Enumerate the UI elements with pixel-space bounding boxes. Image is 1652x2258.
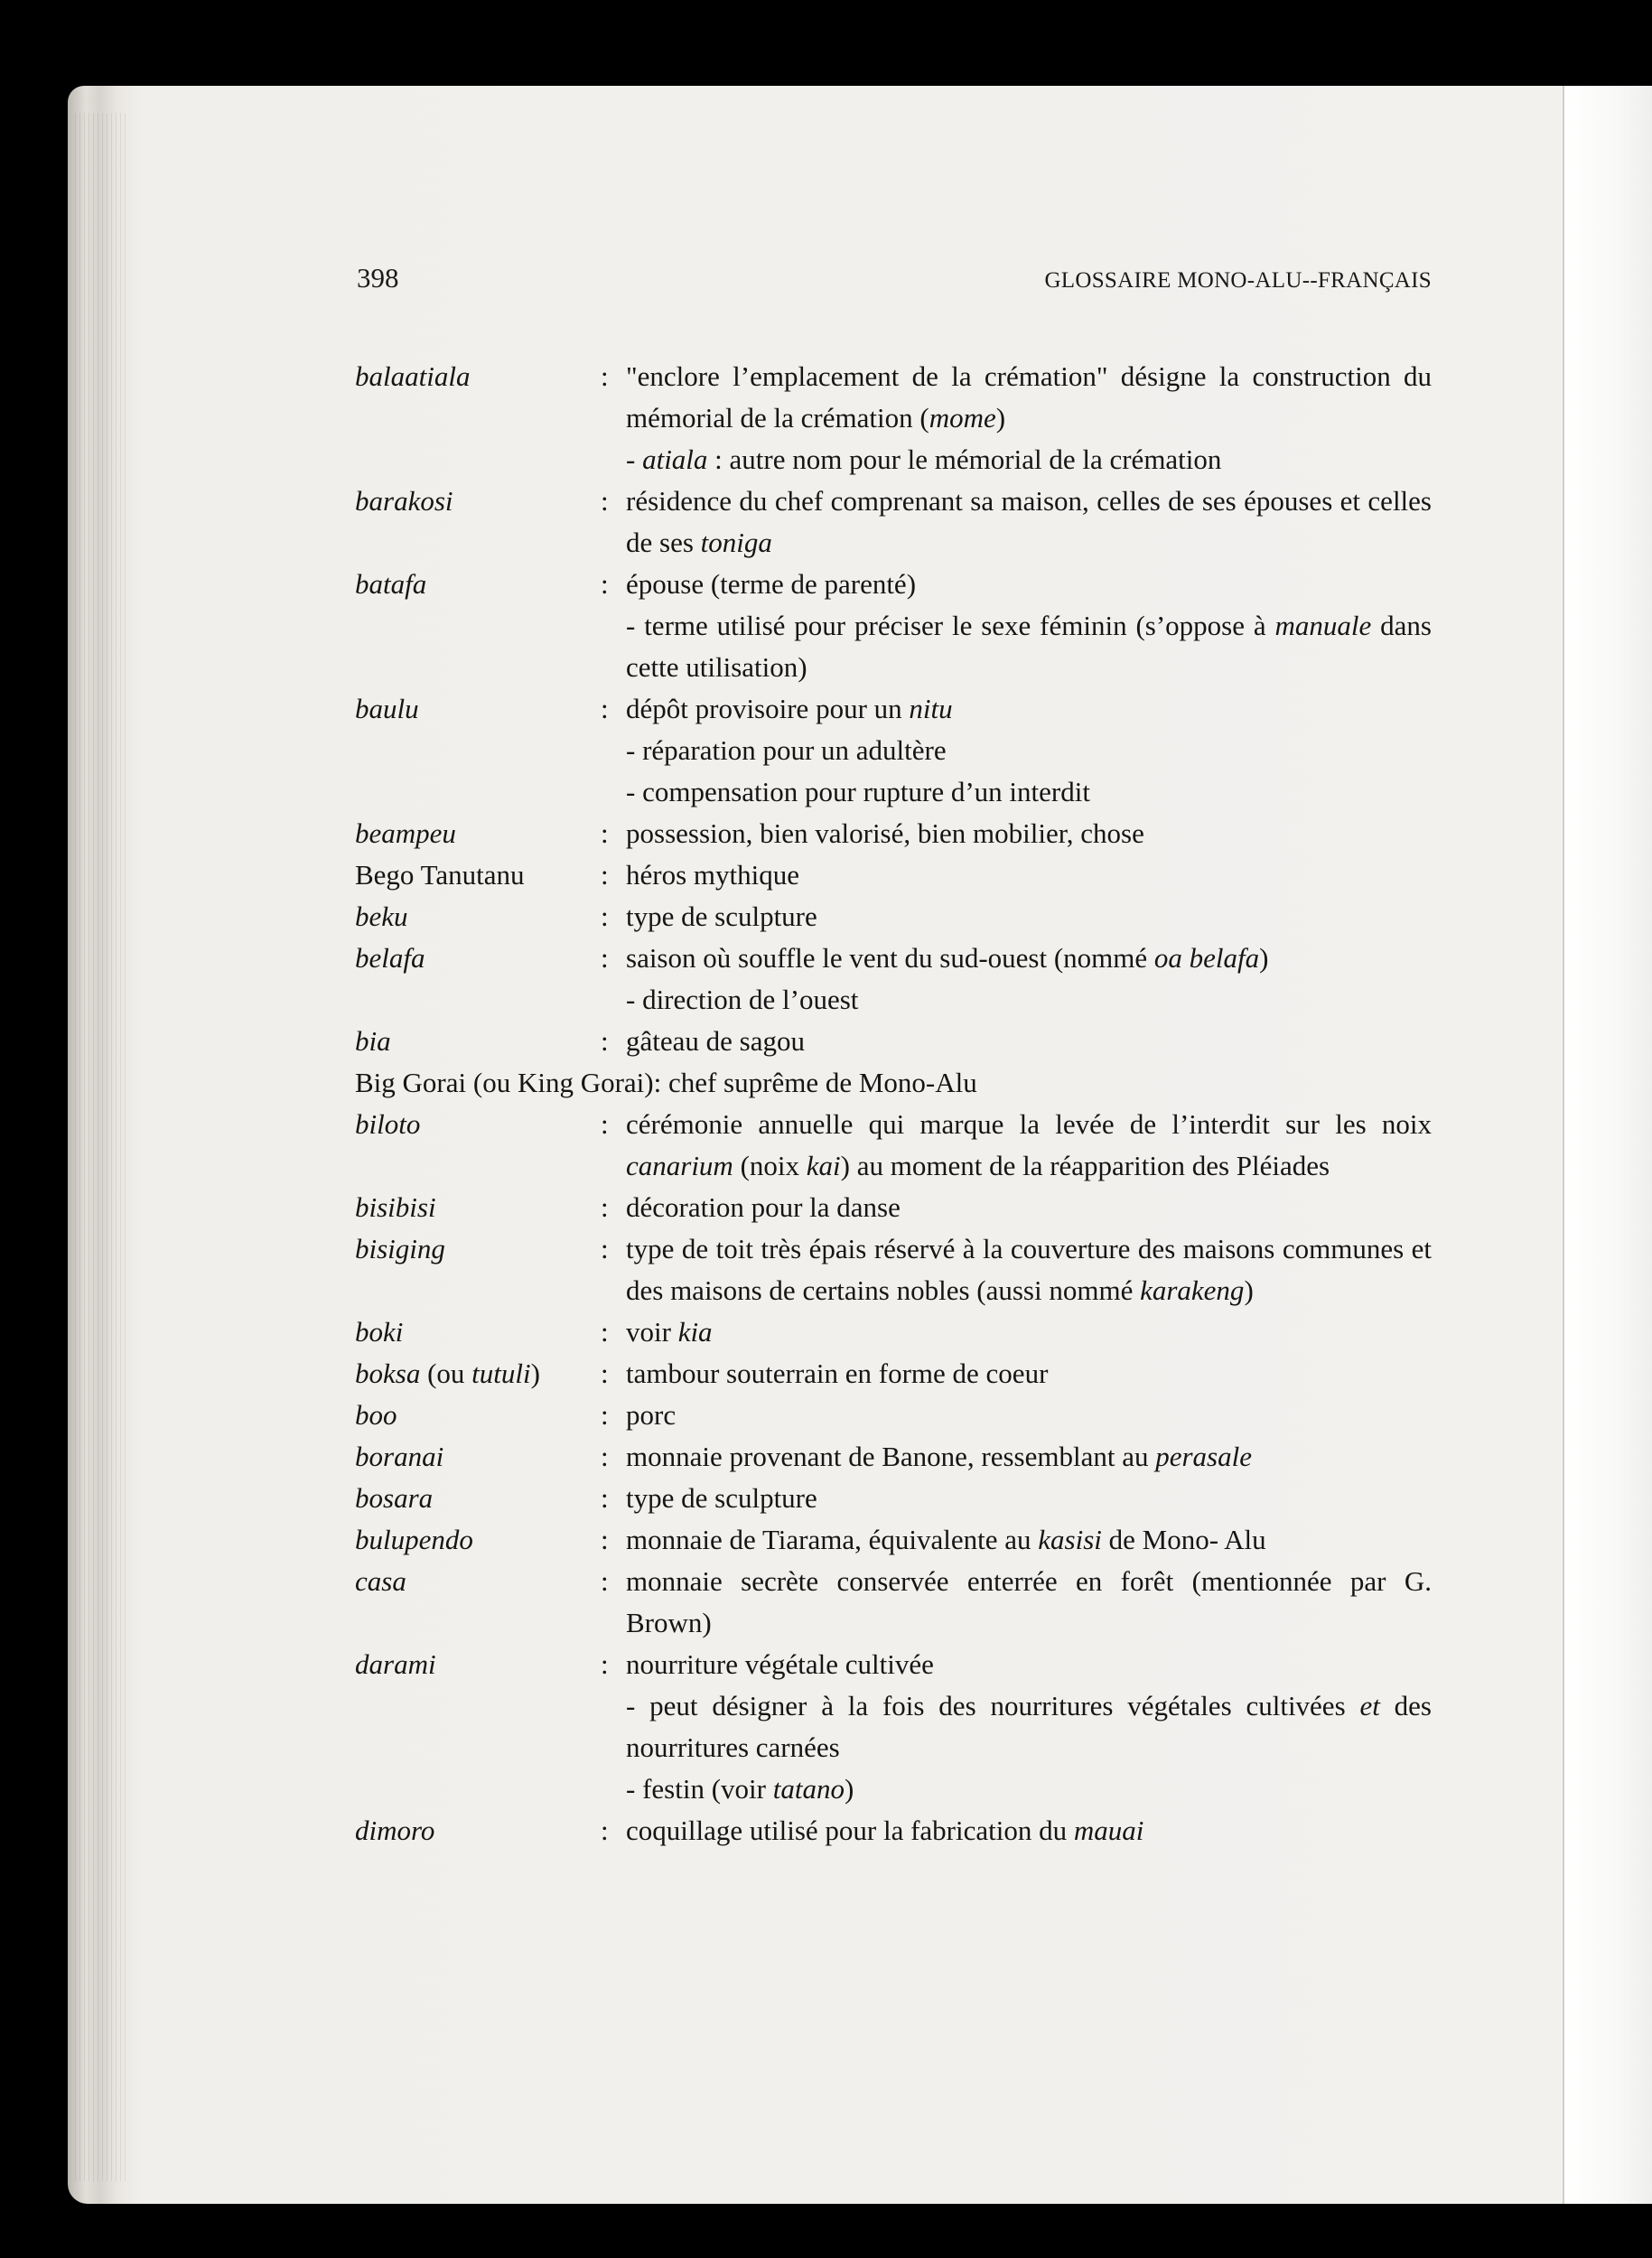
running-head: GLOSSAIRE MONO-ALU--FRANÇAIS <box>1044 268 1432 293</box>
glossary-colon: : <box>601 1524 609 1555</box>
glossary-term: biloto <box>355 1108 421 1140</box>
glossary-definition <box>626 938 1432 1021</box>
glossary-term: boranai <box>355 1441 444 1472</box>
glossary-entry <box>355 1810 1432 1852</box>
glossary-entry <box>355 356 1432 481</box>
glossary-entry <box>355 813 1432 854</box>
glossary-colon: : <box>601 1108 609 1140</box>
glossary-list <box>355 356 1432 1852</box>
definition-line: type de sculpture <box>626 900 817 932</box>
glossary-entry <box>355 1187 1432 1228</box>
glossary-colon: : <box>601 1191 609 1223</box>
glossary-term: bisiging <box>355 1233 445 1264</box>
glossary-definition <box>626 1519 1432 1561</box>
glossary-entry <box>355 1395 1432 1436</box>
definition-line: - réparation pour un adultère <box>626 734 947 766</box>
glossary-colon: : <box>601 360 609 392</box>
glossary-term: barakosi <box>355 485 453 517</box>
glossary-term: beku <box>355 900 408 932</box>
glossary-term: boksa (ou tutuli) <box>355 1358 540 1389</box>
definition-line: coquillage utilisé pour la fabrication du mauai <box>626 1815 1144 1846</box>
glossary-colon: : <box>601 1815 609 1846</box>
glossary-term: Bego Tanutanu <box>355 859 525 891</box>
glossary-entry <box>355 481 1432 564</box>
definition-line: nourriture végétale cultivée <box>626 1648 934 1680</box>
glossary-colon: : <box>601 942 609 974</box>
definition-line: "enclore l’emplacement de la crémation" désigne la construction du mémorial de la crémation (mome) <box>626 360 1432 434</box>
definition-line: - direction de l’ouest <box>626 984 859 1015</box>
glossary-definition <box>626 564 1432 688</box>
glossary-term: baulu <box>355 693 419 724</box>
glossary-colon: : <box>601 1025 609 1057</box>
glossary-colon: : <box>601 1358 609 1389</box>
glossary-definition <box>626 1353 1432 1395</box>
glossary-entry <box>355 1478 1432 1519</box>
definition-line: monnaie de Tiarama, équivalente au kasisi de Mono- Alu <box>626 1524 1266 1555</box>
glossary-definition <box>626 1311 1432 1353</box>
glossary-entry <box>355 1561 1432 1644</box>
glossary-term: boo <box>355 1399 397 1431</box>
definition-line: monnaie provenant de Banone, ressemblant au perasale <box>626 1441 1252 1472</box>
glossary-entry-full-line: Big Gorai (ou King Gorai): chef suprême de Mono-Alu <box>355 1067 977 1098</box>
glossary-colon: : <box>601 1441 609 1472</box>
glossary-definition <box>626 1187 1432 1228</box>
glossary-definition <box>626 1436 1432 1478</box>
glossary-term: casa <box>355 1565 406 1597</box>
glossary-definition <box>626 1021 1432 1062</box>
definition-line: dépôt provisoire pour un nitu <box>626 693 953 724</box>
glossary-definition <box>626 1561 1432 1644</box>
glossary-entry <box>355 854 1432 896</box>
glossary-definition <box>626 356 1432 481</box>
definition-line: type de sculpture <box>626 1482 817 1514</box>
glossary-definition <box>626 1478 1432 1519</box>
facing-page-edge <box>1563 86 1652 2204</box>
definition-line: - festin (voir tatano) <box>626 1773 854 1805</box>
glossary-entry <box>355 1436 1432 1478</box>
glossary-term: beampeu <box>355 817 456 849</box>
glossary-definition <box>626 481 1432 564</box>
definition-line: tambour souterrain en forme de coeur <box>626 1358 1049 1389</box>
glossary-definition <box>626 688 1432 813</box>
definition-line: - terme utilisé pour préciser le sexe féminin (s’oppose à manuale dans cette utilisation) <box>626 610 1432 683</box>
definition-line: possession, bien valorisé, bien mobilier, chose <box>626 817 1144 849</box>
definition-line: décoration pour la danse <box>626 1191 901 1223</box>
glossary-colon: : <box>601 1399 609 1431</box>
glossary-definition <box>626 854 1432 896</box>
glossary-colon: : <box>601 1565 609 1597</box>
glossary-entry <box>355 1104 1432 1187</box>
glossary-term: bisibisi <box>355 1191 436 1223</box>
glossary-entry <box>355 1519 1432 1561</box>
glossary-definition <box>626 1228 1432 1311</box>
glossary-entry <box>355 896 1432 938</box>
glossary-colon: : <box>601 1316 609 1348</box>
glossary-colon: : <box>601 817 609 849</box>
definition-line: héros mythique <box>626 859 799 891</box>
definition-line: épouse (terme de parenté) <box>626 568 917 600</box>
glossary-term: batafa <box>355 568 427 600</box>
glossary-definition: cérémonie annuelle qui marque la levée de l’interdit sur les noix canarium (noix kai) au moment de la réapparition des Pléiades <box>626 1108 1432 1181</box>
glossary-definition <box>626 813 1432 854</box>
glossary-definition <box>626 1395 1432 1436</box>
definition-line: - peut désigner à la fois des nourritures végétales cultivées et des nourritures carnées <box>626 1690 1432 1763</box>
glossary-colon: : <box>601 1233 609 1264</box>
glossary-term: bia <box>355 1025 391 1057</box>
glossary-entry <box>355 1311 1432 1353</box>
glossary-colon: : <box>601 568 609 600</box>
glossary-colon: : <box>601 900 609 932</box>
glossary-term: dimoro <box>355 1815 435 1846</box>
definition-line: voir kia <box>626 1316 713 1348</box>
definition-line: saison où souffle le vent du sud-ouest (nommé oa belafa) <box>626 942 1269 974</box>
definition-line: résidence du chef comprenant sa maison, celles de ses épouses et celles de ses toniga <box>626 485 1432 558</box>
definition-line: type de toit très épais réservé à la couverture des maisons communes et des maisons de certains nobles (aussi nommé karakeng) <box>626 1233 1432 1306</box>
glossary-entry <box>355 564 1432 688</box>
definition-line: - compensation pour rupture d’un interdit <box>626 776 1090 807</box>
glossary-term: darami <box>355 1648 436 1680</box>
glossary-entry <box>355 938 1432 1021</box>
definition-line: porc <box>626 1399 677 1431</box>
glossary-entry <box>355 688 1432 813</box>
glossary-definition <box>626 896 1432 938</box>
glossary-definition <box>626 1644 1432 1810</box>
glossary-term: boki <box>355 1316 404 1348</box>
page-number: 398 <box>357 262 399 294</box>
glossary-term: balaatiala <box>355 360 471 392</box>
definition-line: monnaie secrète conservée enterrée en forêt (mentionnée par G. Brown) <box>626 1565 1432 1638</box>
definition-line: gâteau de sagou <box>626 1025 805 1057</box>
glossary-colon: : <box>601 693 609 724</box>
glossary-colon: : <box>601 485 609 517</box>
glossary-colon: : <box>601 1648 609 1680</box>
glossary-term: bulupendo <box>355 1524 473 1555</box>
glossary-term: belafa <box>355 942 425 974</box>
glossary-entry <box>355 1228 1432 1311</box>
glossary-colon: : <box>601 859 609 891</box>
glossary-entry <box>355 1353 1432 1395</box>
glossary-colon: : <box>601 1482 609 1514</box>
glossary-entry <box>355 1021 1432 1062</box>
definition-line: - atiala : autre nom pour le mémorial de la crémation <box>626 443 1222 475</box>
glossary-definition <box>626 1810 1432 1852</box>
glossary-entry <box>355 1644 1432 1810</box>
glossary-term: bosara <box>355 1482 434 1514</box>
